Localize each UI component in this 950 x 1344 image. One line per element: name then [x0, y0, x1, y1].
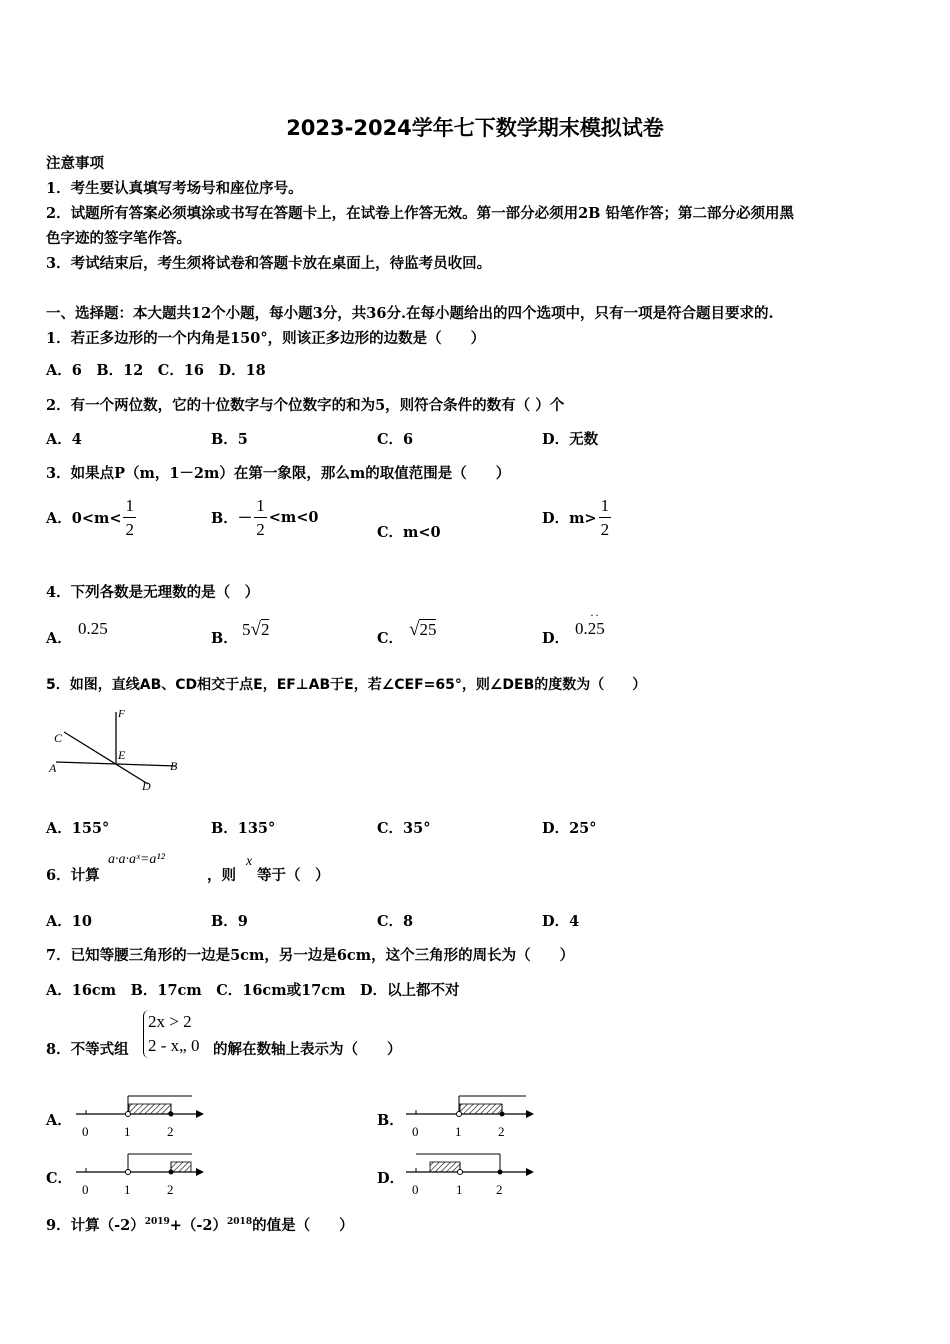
notice-heading: 注意事项	[46, 155, 104, 172]
fraction: $\frac{1}{2}$	[256, 496, 265, 539]
number-line-b	[402, 1090, 537, 1142]
question-6-stem-suffix: 等于（ ）	[257, 867, 330, 884]
intersecting-lines-figure	[46, 704, 191, 794]
question-1-stem: 1．若正多边形的一个内角是150°，则该正多边形的边数是（ ）	[46, 330, 486, 347]
tick-label: 2	[498, 1124, 505, 1139]
tick-label: 1	[456, 1182, 463, 1197]
figure-label-f: F	[118, 708, 125, 720]
number-line-d	[402, 1148, 537, 1200]
question-6-variable: x	[246, 854, 253, 869]
question-6-option-c: C．8	[377, 913, 414, 930]
question-2-option-d: D．无数	[542, 431, 599, 448]
question-7-options: A．16cm B．17cm C．16cm或17cm D．以上都不对	[46, 982, 460, 999]
question-3-option-a: A．0<m< $\frac{1}{2}$	[46, 496, 134, 539]
tick-label: 1	[124, 1182, 131, 1197]
tick-label: 0	[412, 1124, 419, 1139]
inequality-line-2: 2 - x„ 0	[148, 1036, 200, 1055]
figure-label-e: E	[118, 748, 126, 762]
question-5-option-a: A．155°	[46, 820, 110, 837]
tick-label: 0	[82, 1182, 89, 1197]
question-4-option-b-label: B．	[211, 630, 238, 647]
page-title: 2023-2024学年七下数学期末模拟试卷	[286, 116, 664, 140]
question-5-option-b: B．135°	[211, 820, 276, 837]
question-8-option-a-label: A．	[46, 1112, 72, 1129]
question-8-stem-prefix: 8．不等式组	[46, 1041, 129, 1058]
question-4-option-b-value: 5√2	[242, 619, 270, 640]
question-6-option-a: A．10	[46, 913, 92, 930]
question-4-option-d-label: D．	[542, 630, 570, 647]
question-4-option-d-value: 0.25	[575, 619, 605, 638]
question-1-options: A．6 B．12 C．16 D．18	[46, 362, 266, 379]
figure-label-c: C	[54, 731, 63, 745]
question-2-option-a: A．4	[46, 431, 82, 448]
question-6-option-d: D．4	[542, 913, 580, 930]
question-4-option-a-label: A．	[46, 630, 72, 647]
notice-item: 1．考生要认真填写考场号和座位序号。	[46, 180, 303, 197]
question-5-option-c: C．35°	[377, 820, 431, 837]
question-2-stem: 2．有一个两位数，它的十位数字与个位数字的和为5，则符合条件的数有（ ）个	[46, 397, 565, 414]
notice-item: 色字迹的签字笔作答。	[46, 230, 191, 247]
question-5-option-d: D．25°	[542, 820, 597, 837]
notice-item: 2．试题所有答案必须填涂或书写在答题卡上，在试卷上作答无效。第一部分必须用2B 铅笔作答；第二部分必须用黑	[46, 205, 794, 222]
question-8-option-b-label: B．	[377, 1112, 404, 1129]
question-5-stem: 5．如图，直线AB、CD相交于点E，EF⊥AB于E，若∠CEF=65°，则∠DEB的度数为（ ）	[46, 677, 647, 693]
section-heading: 一、选择题：本大题共12个小题，每小题3分，共36分.在每小题给出的四个选项中，只有一项是符合题目要求的.	[46, 305, 774, 322]
figure-label-b: B	[170, 759, 178, 773]
fraction: $\frac{1}{2}$	[600, 496, 610, 539]
repeating-decimal-dots: · ·	[590, 608, 598, 622]
inequality-line-1: 2x > 2	[148, 1012, 192, 1031]
tick-label: 1	[124, 1124, 131, 1139]
tick-label: 2	[167, 1124, 174, 1139]
question-4-stem: 4．下列各数是无理数的是（ ）	[46, 584, 260, 601]
question-4-option-c-value: √25	[409, 619, 437, 640]
question-4-option-c-label: C．	[377, 630, 404, 647]
question-9-stem: 9．计算$(-2)^{2019}+(-2)^{2018}$的值是（ ）	[46, 1217, 354, 1234]
question-6-option-b: B．9	[211, 913, 248, 930]
question-6-stem-prefix: 6．计算	[46, 867, 100, 884]
question-7-stem: 7．已知等腰三角形的一边是5cm，另一边是6cm，这个三角形的周长为（ ）	[46, 947, 575, 964]
tick-label: 2	[496, 1182, 503, 1197]
question-3-option-b: B．－ $\frac{1}{2}$ <m<0	[211, 496, 319, 539]
question-4-option-a-value: 0.25	[78, 619, 108, 638]
tick-label: 2	[167, 1182, 174, 1197]
inequality-system	[143, 1010, 199, 1058]
tick-label: 0	[82, 1124, 89, 1139]
fraction: $\frac{1}{2}$	[125, 496, 134, 539]
figure-label-a: A	[49, 761, 57, 775]
question-6-expression: a·a·aˣ=a¹²	[108, 852, 165, 867]
figure-label-d: D	[142, 779, 151, 793]
number-line-c	[72, 1148, 207, 1200]
question-8-option-c-label: C．	[46, 1170, 73, 1187]
question-2-option-b: B．5	[211, 431, 248, 448]
tick-label: 1	[455, 1124, 462, 1139]
question-6-stem-mid: ，则	[207, 867, 236, 884]
notice-item: 3．考试结束后，考生须将试卷和答题卡放在桌面上，待监考员收回。	[46, 255, 492, 272]
question-3-option-c: C．m<0	[377, 524, 441, 541]
question-3-option-d: D．m> $\frac{1}{2}$	[542, 496, 610, 539]
question-3-stem: 3．如果点P（m，1－2m）在第一象限，那么m的取值范围是（ ）	[46, 465, 511, 482]
tick-label: 0	[412, 1182, 419, 1197]
question-8-stem-suffix: 的解在数轴上表示为（ ）	[213, 1041, 402, 1058]
number-line-a	[72, 1090, 207, 1142]
question-8-option-d-label: D．	[377, 1170, 405, 1187]
question-2-option-c: C．6	[377, 431, 414, 448]
